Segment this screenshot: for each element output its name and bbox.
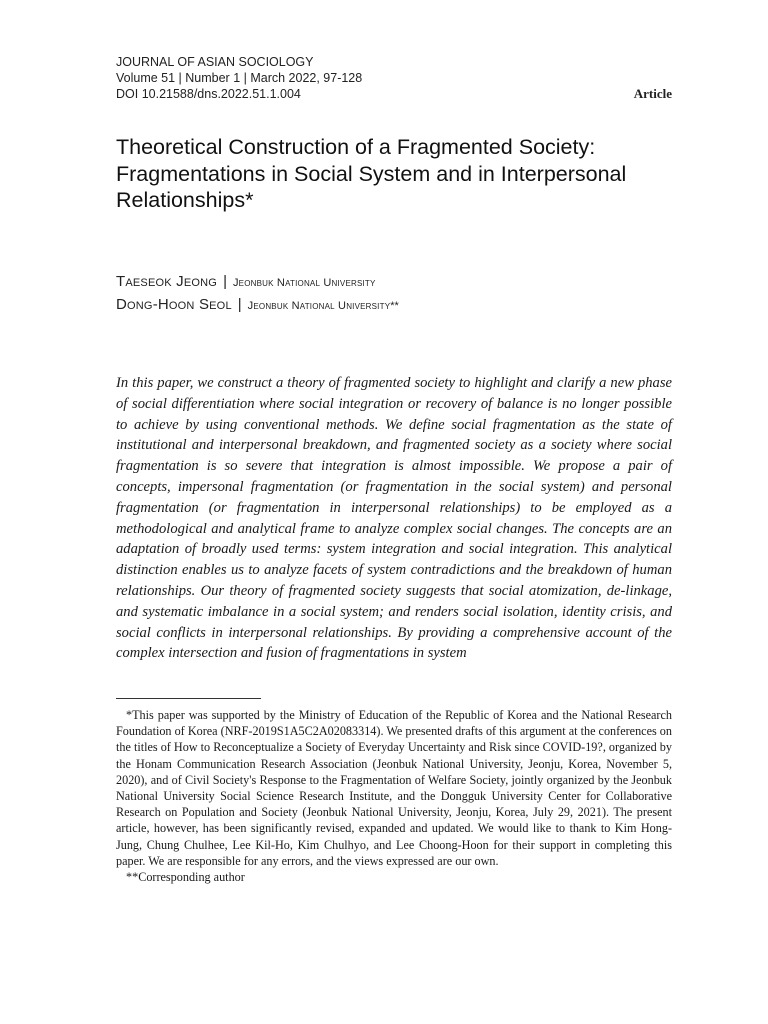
doi-row (116, 86, 672, 102)
author-affiliation: Jeonbuk National University (232, 277, 376, 289)
author-affiliation: Jeonbuk National University (247, 300, 391, 312)
footnote-mark: ** (390, 300, 399, 312)
corresponding-author-footnote: **Corresponding author (126, 870, 245, 885)
footnotes (116, 707, 672, 885)
author-entry (116, 271, 676, 294)
footnote-divider (116, 698, 261, 699)
author-name: Taeseok Jeong (116, 273, 218, 290)
author-list (116, 271, 676, 317)
author-entry (116, 294, 676, 317)
paper-title: Theoretical Construction of a Fragmented Society: Fragmentations in Social System and in Interpersonal Relationships* (116, 135, 627, 212)
author-name: Dong-Hoon Seol (116, 296, 232, 313)
journal-header (116, 54, 672, 102)
author-separator: | (223, 273, 227, 290)
funding-footnote: *This paper was supported by the Ministry of Education of the Republic of Korea and the National Research Foundation of Korea (NRF-2019S1A5C2A02083314). We presented drafts of this argument at the conferences on the titles of How to Reconceptualize a Society of Everyday Uncertainty and Risk since COVID-19?, organized by the Honam Communication Research Association (Jeonbuk National University, Jeonju, Korea, November 5, 2020), and of Civil Society's Response to the Fragmentation of Welfare Society, jointly organized by the Jeonbuk National University Social Science Research Institute, and the Dongguk University Center for Collaborative Research on Population and Society (Jeonbuk National University, Jeonju, Korea, July 29, 2021). The present article, however, has been significantly revised, expanded and updated. We would like to thank to Kim Hong-Jung, Chung Chulhee, Lee Kil-Ho, Kim Chulhyo, and Lee Choong-Hoon for their support in completing this paper. We are responsible for any errors, and the views expressed are our own. (116, 708, 672, 868)
volume-line: Volume 51 | Number 1 | March 2022, 97-128 (116, 71, 363, 85)
abstract: In this paper, we construct a theory of fragmented society to highlight and clarify a new phase of social differentiation where social integration or recovery of balance is no longer possible to achieve by using conventional methods. We define social fragmentation as the state of institutional and interpersonal breakdown, and fragmented society as a society where social fragmentation is so severe that integration is almost impossible. We propose a pair of concepts, impersonal fragmentation (or fragmentation in the social system) and personal fragmentation (or fragmentation in interpersonal relationships) to be employed as a methodological and analytical frame to analyze complex social changes. The concepts are an adaptation of broadly used terms: system integration and social integration. This analytical distinction enables us to analyze facets of system contradictions and the breakdown of human relationships. Our theory of fragmented society suggests that social atomization, de-linkage, and systematic imbalance in a social system; and renders social isolation, identity crisis, and social conflicts in interpersonal relationships. By providing a comprehensive account of the complex intersection and fusion of fragmentations in system (116, 375, 672, 662)
article-type-label: Article (633, 86, 672, 101)
author-separator: | (237, 296, 242, 313)
journal-name: JOURNAL OF ASIAN SOCIOLOGY (116, 55, 314, 69)
doi[interactable]: DOI 10.21588/dns.2022.51.1.004 (116, 87, 301, 101)
